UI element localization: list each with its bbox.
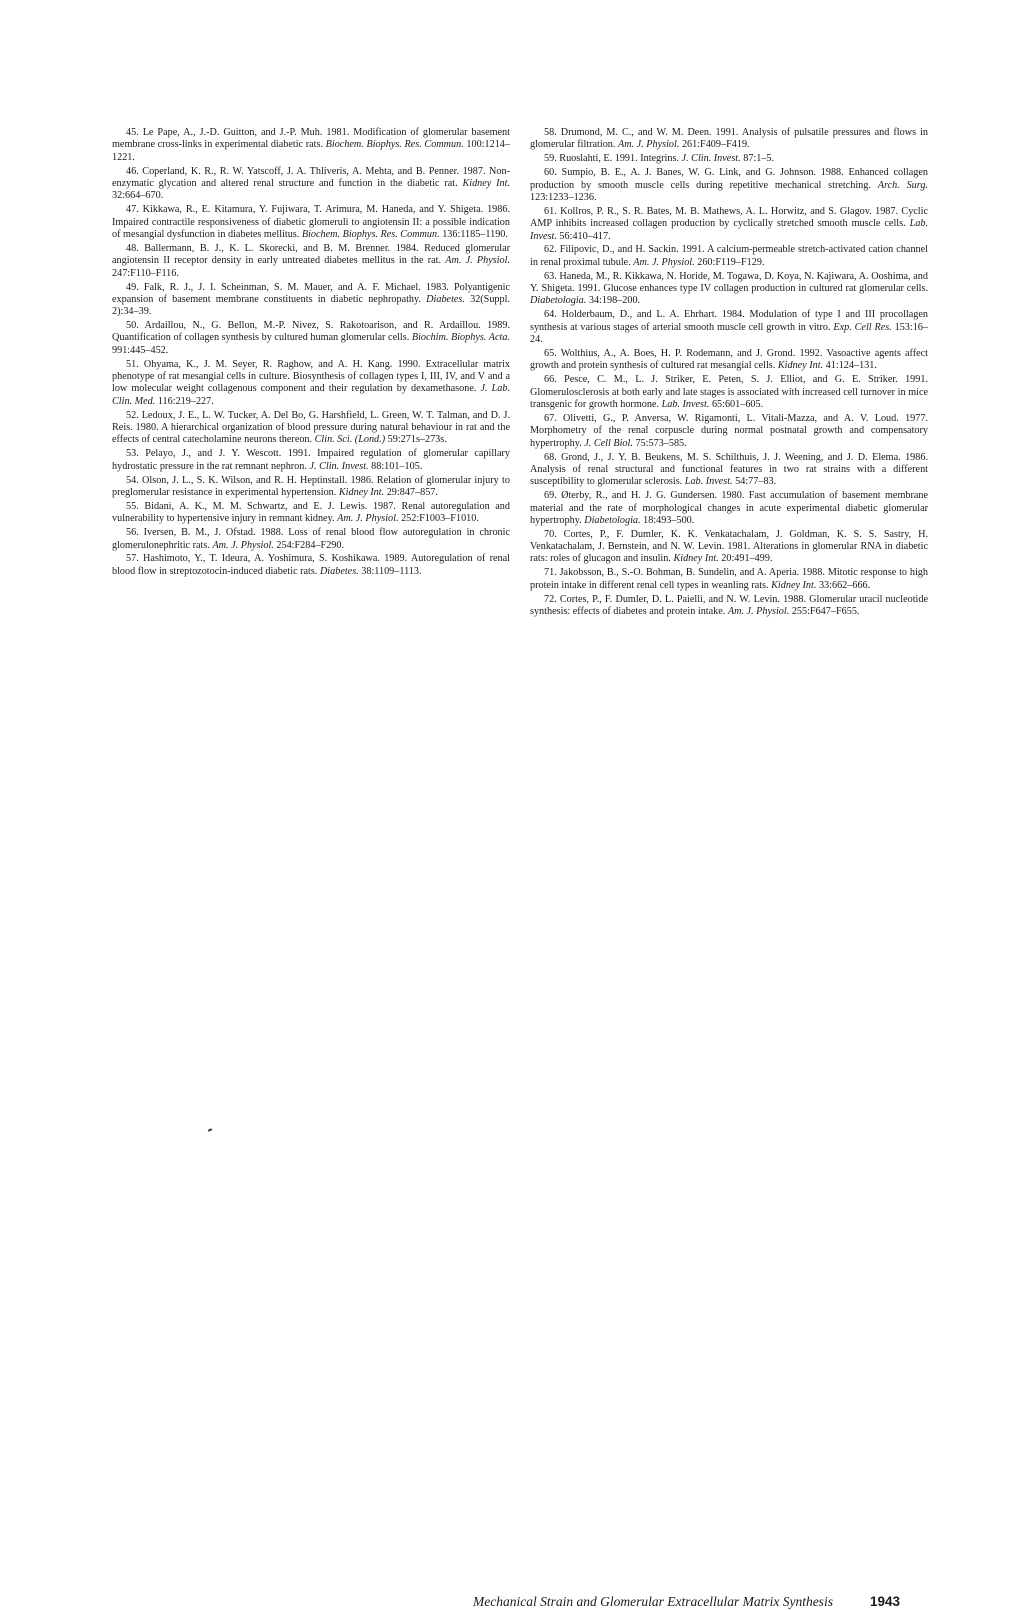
reference-entry [112, 359, 510, 408]
reference-citation: 20:491–499. [718, 553, 773, 565]
reference-journal: Lab. Invest. [661, 398, 710, 410]
reference-text: 56. Iversen, B. M., J. Ofstad. 1988. Loss of renal blood flow autoregulation in chronic glomerulonephritic rats. [112, 527, 510, 551]
reference-text: 50. Ardaillou, N., G. Bellon, M.-P. Nivez, S. Rakotoarison, and R. Ardaillou. 1989. Quantification of collagen synthesis by cultured human glomerular cells. [112, 320, 510, 344]
reference-entry [530, 348, 928, 373]
reference-entry [112, 501, 510, 526]
reference-text: 57. Hashimoto, Y., T. Ideura, A. Yoshimura, S. Koshikawa. 1989. Autoregulation of renal blood flow in streptozotocin-induced diabetic rats. [112, 553, 510, 577]
reference-entry [530, 271, 928, 308]
reference-text: 69. Øterby, R., and H. J. G. Gundersen. 1980. Fast accumulation of basement membrane material and the rate of morphological changes in acute experimental diabetic glomerular hypertrophy. [530, 490, 928, 526]
reference-citation: 75:573–585. [632, 437, 687, 449]
reference-entry [112, 282, 510, 319]
reference-entry [112, 475, 510, 500]
reference-entry [530, 374, 928, 411]
reference-journal: Kidney Int. [777, 360, 824, 372]
reference-journal: Kidney Int. [338, 486, 385, 498]
reference-journal: Clin. Sci. (Lond.) [314, 434, 386, 446]
reference-text: 47. Kikkawa, R., E. Kitamura, Y. Fujiwara, T. Arimura, M. Haneda, and Y. Shigeta. 1986. Impaired contractile responsiveness of diabetic glomeruli to angiotensin II: a possible indication of mesangial dysfunction in diabetes mellitus. [112, 204, 510, 240]
reference-citation: 65:601–605. [709, 398, 764, 410]
reference-citation: 100:1214–1221. [112, 139, 510, 163]
reference-citation: 32(Suppl. 2):34–39. [112, 293, 510, 318]
reference-text: 71. Jakobsson, B., S.-O. Bohman, B. Sundelin, and A. Aperia. 1988. Mitotic response to high protein intake in different renal cell types in weanling rats. [530, 567, 928, 591]
reference-citation: 136:1185–1190. [439, 228, 508, 240]
reference-entry [112, 410, 510, 447]
reference-text: 59. Ruoslahti, E. 1991. Integrins. [544, 153, 682, 165]
reference-entry [112, 320, 510, 357]
reference-journal: J. Cell Biol. [584, 437, 633, 449]
reference-text: 63. Haneda, M., R. Kikkawa, N. Horide, M. Togawa, D. Koya, N. Kajiwara, A. Ooshima, and Y. Shigeta. 1991. Glucose enhances type IV collagen production in cultured rat glomerular cells. [530, 270, 928, 295]
reference-citation: 261:F409–F419. [679, 139, 750, 151]
reference-entry [112, 204, 510, 241]
reference-entry [530, 244, 928, 269]
reference-citation: 56:410–417. [556, 230, 611, 242]
reference-text: 66. Pesce, C. M., L. J. Striker, E. Peten, S. J. Elliot, and G. E. Striker. 1991. Glomerulosclerosis at both early and late stages is associated with increased cell turnover in mice transgenic for growth hormone. [530, 374, 928, 410]
reference-column-left [112, 127, 510, 580]
reference-journal: Diabetologia. [584, 514, 641, 526]
reference-citation: 116:219–227. [155, 395, 214, 407]
reference-journal: Biochem. Biophys. Res. Commun. [325, 139, 464, 151]
running-title: Mechanical Strain and Glomerular Extracellular Matrix Synthesis [473, 1594, 833, 1609]
reference-entry [530, 594, 928, 619]
reference-journal: Exp. Cell Res. [833, 321, 892, 333]
reference-entry [112, 127, 510, 164]
reference-text: 49. Falk, R. J., J. I. Scheinman, S. M. Mauer, and A. F. Michael. 1983. Polyantigenic expansion of basement membrane constituents in diabetic nephropathy. [112, 281, 510, 305]
reference-citation: 252:F1003–F1010. [398, 513, 479, 525]
reference-citation: 247:F110–F116. [112, 267, 179, 279]
reference-citation: 88:101–105. [368, 460, 423, 472]
reference-text: 48. Ballermann, B. J., K. L. Skorecki, and B. M. Brenner. 1984. Reduced glomerular angiotensin II receptor density in early untreated diabetes mellitus in the rat. [112, 242, 510, 267]
reference-citation: 260:F119–F129. [694, 256, 765, 268]
reference-entry [530, 567, 928, 592]
reference-entry [112, 166, 510, 203]
reference-entry [530, 413, 928, 450]
reference-entry [530, 309, 928, 346]
reference-journal: J. Lab. Clin. Med. [112, 383, 510, 407]
reference-journal: Kidney Int. [771, 579, 817, 591]
reference-text: 64. Holderbaum, D., and L. A. Ehrhart. 1984. Modulation of type I and III procollagen synthesis at various stages of arterial smooth muscle cell growth in vitro. [530, 309, 928, 333]
page-number: 1943 [870, 1594, 901, 1609]
reference-entry [530, 490, 928, 527]
reference-journal: Am. J. Physiol. [633, 256, 695, 268]
reference-text: 52. Ledoux, J. E., L. W. Tucker, A. Del Bo, G. Harshfield, L. Green, W. T. Talman, and D. J. Reis. 1980. A hierarchical organization of blood pressure during natural behaviour in rat and the effects of central catecholamine neurons thereon. [112, 409, 510, 446]
reference-journal: J. Clin. Invest. [681, 153, 741, 165]
reference-citation: 153:16–24. [530, 321, 928, 346]
reference-citation: 33:662–666. [816, 579, 871, 591]
reference-journal: Am. J. Physiol. [445, 255, 510, 267]
reference-text: 54. Olson, J. L., S. K. Wilson, and R. H. Heptinstall. 1986. Relation of glomerular injury to preglomerular resistance in experimental hypertension. [112, 474, 510, 498]
reference-entry [112, 553, 510, 578]
reference-journal: Biochem. Biophys. Res. Commun. [301, 228, 440, 240]
reference-journal: Lab. Invest. [530, 218, 928, 242]
reference-entry [112, 527, 510, 552]
reference-citation: 255:F647–F655. [789, 606, 860, 618]
reference-journal: Diabetes. [426, 293, 465, 305]
reference-journal: Diabetes. [319, 565, 359, 577]
reference-column-right [530, 127, 928, 620]
reference-text: 72. Cortes, P., F. Dumler, D. L. Paielli, and N. W. Levin. 1988. Glomerular uracil nucleotide synthesis: effects of diabetes and protein intake. [530, 593, 928, 618]
reference-text: 55. Bidani, A. K., M. M. Schwartz, and E. J. Lewis. 1987. Renal autoregulation and vulnerability to hypertensive injury in remnant kidney. [112, 500, 510, 525]
reference-text: 51. Ohyama, K., J. M. Seyer, R. Raghow, and A. H. Kang. 1990. Extracellular matrix phenotype of rat mesangial cells in culture. Biosynthesis of collagen types I, III, IV, and V and a low molecular weight collagenous component and their regulation by dexamethasone. [112, 358, 510, 395]
reference-citation: 87:1–5. [740, 153, 775, 165]
reference-journal: Kidney Int. [673, 553, 719, 565]
reference-citation: 41:124–131. [823, 360, 877, 372]
reference-citation: 991:445–452. [112, 344, 169, 356]
reference-text: 60. Sumpio, B. E., A. J. Banes, W. G. Link, and G. Johnson. 1988. Enhanced collagen production by smooth muscle cells during repetitive mechanical stretching. [530, 167, 928, 191]
reference-journal: Diabetologia. [530, 295, 587, 307]
reference-citation: 34:198–200. [586, 295, 641, 307]
reference-citation: 32:664–670. [112, 190, 164, 202]
reference-citation: 18:493–500. [640, 514, 695, 526]
reference-entry [112, 243, 510, 280]
reference-text: 70. Cortes, P., F. Dumler, K. K. Venkatachalam, J. Goldman, K. S. S. Sastry, H. Venkatachalam, J. Bernstein, and N. W. Levin. 1981. Alterations in glomerular RNA in diabetic rats: roles of glucagon and insulin. [530, 528, 928, 565]
reference-text: 68. Grond, J., J. Y. B. Beukens, M. S. Schilthuis, J. J. Weening, and J. D. Elema. 1986. Analysis of renal structural and functional features in two rat strains with a different susceptibility to glomerular sclerosis. [530, 451, 928, 488]
reference-entry [530, 206, 928, 243]
reference-journal: Lab. Invest. [684, 476, 733, 488]
reference-entry [530, 153, 928, 165]
reference-text: 53. Pelayo, J., and J. Y. Wescott. 1991. Impaired regulation of glomerular capillary hydrostatic pressure in the rat remnant nephron. [112, 448, 510, 472]
reference-entry [112, 448, 510, 473]
reference-citation: 254:F284–F290. [273, 539, 345, 551]
reference-journal: Biochim. Biophys. Acta. [411, 332, 510, 344]
reference-citation: 123:1233–1236. [530, 191, 597, 203]
reference-journal: Am. J. Physiol. [337, 513, 399, 525]
reference-citation: 38:1109–1113. [358, 565, 422, 577]
reference-journal: Am. J. Physiol. [617, 139, 680, 151]
reference-journal: Am. J. Physiol. [212, 539, 274, 551]
reference-citation: 54:77–83. [732, 476, 777, 488]
reference-journal: J. Clin. Invest. [309, 460, 369, 472]
reference-entry [530, 529, 928, 566]
reference-text: 62. Filipovic, D., and H. Sackin. 1991. A calcium-permeable stretch-activated cation channel in renal proximal tubule. [530, 244, 928, 268]
reference-text: 65. Wolthius, A., A. Boes, H. P. Rodemann, and J. Grond. 1992. Vasoactive agents affect growth and protein synthesis of cultured rat mesangial cells. [530, 348, 928, 372]
reference-text: 58. Drumond, M. C., and W. M. Deen. 1991. Analysis of pulsatile pressures and flows in glomerular filtration. [530, 127, 928, 151]
scan-artifact-mark [208, 1128, 212, 1132]
reference-text: 61. Kollros, P. R., S. R. Bates, M. B. Mathews, A. L. Horwitz, and S. Glagov. 1987. Cyclic AMP inhibits increased collagen production by cyclically stretched smooth muscle cells. [530, 205, 928, 230]
reference-entry [530, 167, 928, 204]
reference-citation: 59:271s–273s. [385, 434, 447, 446]
reference-text: 67. Olivetti, G., P. Anversa, W. Rigamonti, L. Vitali-Mazza, and A. V. Loud. 1977. Morphometry of the renal corpuscle during normal postnatal growth and compensatory hypertrophy. [530, 412, 928, 449]
reference-entry [530, 127, 928, 152]
reference-entry [530, 452, 928, 489]
reference-journal: Arch. Surg. [877, 179, 928, 191]
reference-citation: 29:847–857. [384, 486, 438, 498]
reference-journal: Kidney Int. [462, 177, 510, 189]
reference-text: 46. Coperland, K. R., R. W. Yatscoff, J. A. Thliveris, A. Mehta, and B. Penner. 1987. Non-enzymatic glycation and altered renal structure and function in the diabetic rat. [112, 165, 510, 189]
reference-journal: Am. J. Physiol. [727, 606, 790, 618]
reference-text: 45. Le Pape, A., J.-D. Guitton, and J.-P. Muh. 1981. Modification of glomerular basement membrane cross-links in experimental diabetic rats. [112, 127, 510, 151]
